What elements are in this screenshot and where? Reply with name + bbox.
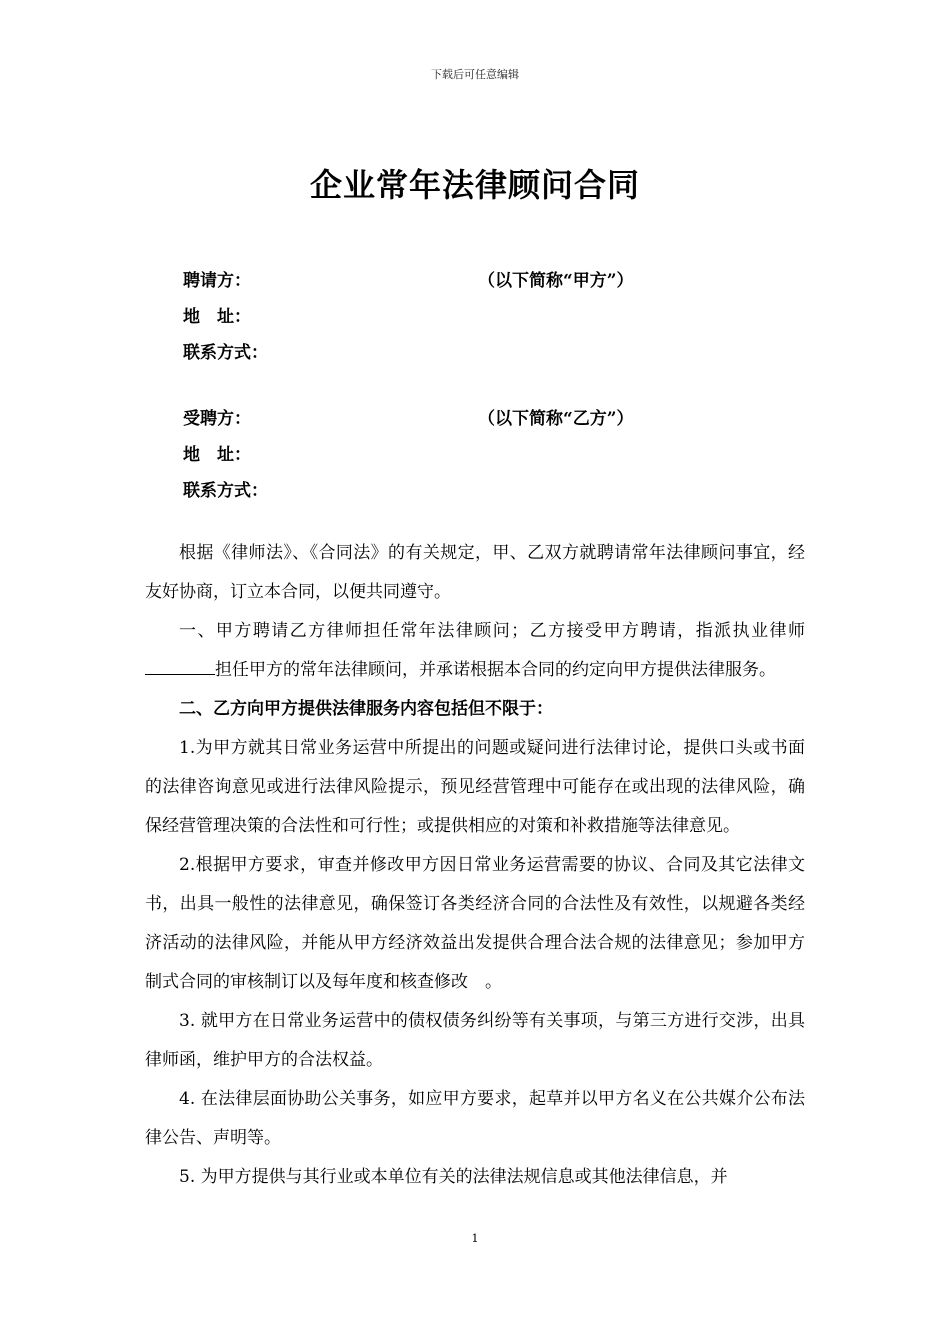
service-item-2: 2.根据甲方要求，审查并修改甲方因日常业务运营需要的协议、合同及其它法律文书，出具一般性的法律意见，确保签订各类经济合同的合法性及有效性，以规避各类经济活动的法律风险，并能从甲方经济效益出发提供合理合法合规的法律意见；参加甲方制式合同的审核制订以及每年度和核查修改 。 (145, 855, 805, 992)
clause-1 (145, 612, 805, 690)
clause-1-text-a: 一、甲方聘请乙方律师担任常年法律顾问；乙方接受甲方聘请，指派执业律师 (179, 621, 805, 641)
header-note: 下载后可任意编辑 (431, 68, 519, 81)
party-a-contact-label: 联系方式： (183, 343, 268, 363)
page-number: 1 (471, 1232, 479, 1245)
clause-1-text-b: 担任甲方的常年法律顾问，并承诺根据本合同的约定向甲方提供法律服务。 (215, 660, 776, 680)
lawyer-name-blank[interactable] (145, 656, 215, 675)
party-a-address-label: 地 址： (183, 307, 251, 327)
party-b-role-label: 受聘方： (183, 409, 251, 429)
service-item-3: 3. 就甲方在日常业务运营中的债权债务纠纷等有关事项，与第三方进行交涉，出具律师函，维护甲方的合法权益。 (145, 1011, 805, 1070)
party-b-address-label: 地 址： (183, 445, 251, 465)
clause-2-heading: 二、乙方向甲方提供法律服务内容包括但不限于： (179, 699, 553, 719)
service-item-1: 1.为甲方就其日常业务运营中所提出的问题或疑问进行法律讨论，提供口头或书面的法律咨询意见或进行法律风险提示，预见经营管理中可能存在或出现的法律风险，确保经营管理决策的合法性和可行性；或提供相应的对策和补救措施等法律意见。 (145, 738, 805, 836)
service-item-5: 5. 为甲方提供与其行业或本单位有关的法律法规信息或其他法律信息，并 (179, 1167, 728, 1187)
party-a-alias: （以下简称“甲方”） (478, 271, 634, 291)
party-b-contact-label: 联系方式： (183, 481, 268, 501)
party-b-alias: （以下简称“乙方”） (478, 409, 634, 429)
party-a-role-label: 聘请方： (183, 271, 251, 291)
intro-paragraph: 根据《律师法》、《合同法》的有关规定，甲、乙双方就聘请常年法律顾问事宜，经友好协商，订立本合同，以便共同遵守。 (145, 543, 805, 602)
contract-body (145, 534, 805, 1197)
document-title: 企业常年法律顾问合同 (309, 166, 640, 204)
service-item-4: 4. 在法律层面协助公关事务，如应甲方要求，起草并以甲方名义在公共媒介公布法律公告、声明等。 (145, 1089, 805, 1148)
